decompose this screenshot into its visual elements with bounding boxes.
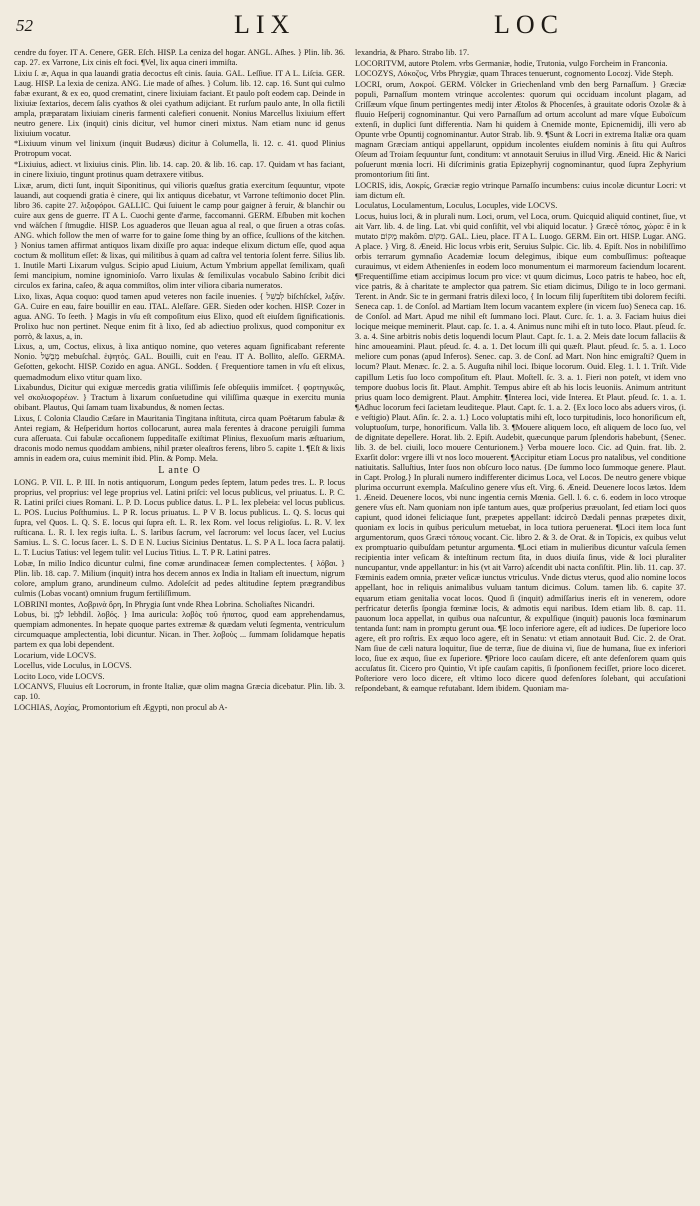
page-number: 52 xyxy=(16,16,33,35)
right-column xyxy=(355,48,686,714)
left-entry: LONG. P. VII. L. P. III. In notis antiquorum, Longum pedes ſeptem, latum pedes tres. L. P. locus proprius, vel proprius: vel lege proprius vel. Latini priſci: vel locus publicus, vel priuatus. L. P. C. R. Latini priſci ciues Romani. L. P. D. Locus publice datus. L. P L. lex plebeia: vel locus publicus. L. POS. Lucius Poſthumius. L. P R. locus priuatus. L. P V B. locus publicus. L. Q. S. locus qui ſupra, vel Quos. L. Q. S. E. locus qui ſupra eſt. L. R. lex Rom. vel locus religioſus. L. R. V. lex ruſticana. L. R. I. lex regis iuſta. L. S. laribus ſacrum, vel ſacrorum: vel locus ſacer, vel Lucius Samius. L. S. C. locus ſacer. L. S. D E N. Lucius Sicinius Dentatus. L. S. P A L. loca ſacra palatij. L. T. Lucius Tatius: vel legem tulit: vel Lucius Titius. L. T. P R. Latini patres. xyxy=(14,477,345,558)
right-entry: LOCOZYS, Λόκοζυς, Vrbs Phrygiæ, quam Thraces tenuerunt, cognomento Locozj. Vide Steph. xyxy=(355,69,674,79)
left-entry: Lixæ, arum, dicti ſunt, inquit Siponitinus, qui vilioris quæſtus gratia exercitum ſequuntur, vtpote lauandi, aut coquendi gratia è cinere, qui lix antiquus dicebatur, vt Varrone teſtimonio docet Plin. libro 36. capite 27. λιξοφόροι. GALLIC. Qui ſuiuent le camp pour gaigner à feruir, & blanchir ou cuire aux gens de guerre. IT A L. Cuochi gente d'arme, faccomanni. GERM. Eſbuben mit kochen vnd wäſchen ſ ſtmugdie. HISP. Los aguaderos que lleuan agua al real, o que ſiruen a otras coſas. ANG. which follow the men of warre for to gaine ſome thing by an office, ſcullions of the kitchen. } Nonius tamen affirmat antiquos lixam dixiſſe pro aqua: indeque elixum dictum eſſe, quod aqua coctum & mollitum eſſet: & lixas, qui militibus à quam ad caſtra vel tentoria ſolent ferre. Silius lib. 1. Inutile Marti Lixarum vulgus. Scipio apud Liuium, Actum Ymbrium appellat ſemilixam, quaſi ſemi mancipium, nomine ignominioſo. Varro lixulas & ſemilixulas vocabulo Sabino ſcribit dici circulos ex farina, caſeo, & aqua commiſtos, olim inter viliora cibaria numeratos. xyxy=(14,180,345,291)
right-entry: Locus, huius loci, & in plurali num. Loci, orum, vel Loca, orum. Quicquid aliquid continet, ſiue, vt ait Varr. lib. 4. de ling. Lat. vbi quid conſiſtit, vel vbi aliquid locatur. } Græcè τόπος, χώρα: ē in k mutato מָקוֹם makôm. מְקוֹם. GAL. Lieu, place. IT A L. Luogo. GERM. Ein ort. HISP. Lugar. ANG. A place. } Virg. 8. Æneid. Hic locus vrbis erit, Seruius Sulpic. Cic. lib. 4. Epiſt. Nos in nobiliſſimo orbis terrarum gymnaſio Academiæ locum delegimus, ibique eum combuſſimus: poſteaque curauimus, vt eidem Athenienſes in eodem loco monumentum ei marmoreum faciendum locarent. ¶Frequentiſſime etiam accipimus locum pro vice: vt quum dicimus, Loco patris te habeo, hoc eſt, vice patris, & à charitate te amplector qua patrem. Sic etiam dicimus, Diligo te in loco germani. Terent. in Andr. Sic te in germani fratris dilexi loco, { In locum filij ſuperſtitem tibi dolorem feciſti. Seneca cap. 1. de Conſol. ad Martiam Item locum vacantem explere (in vicem ſuo) Seneca cap. 16. de Conſol. ad Mart. Apud me nihil eſt ſummano loci. Plaut. Curc. ſc. 1. a. 3. Faciam huius diei locique meique meminerit. Plaut. cap. ſc. 1. a. 4. Animus nunc mihi eſt in tuto loco. Plaut. pſeud. ſc. 3. a. 4. Sine arbitris nobis detis loquendi locum Plaut. Capt. ſc. 1. a. 2. Meis date locum fallaciis & hinc amoueamini. Plaut. pſeud. ſc. 4. a. 1. Det locum illi qui quæſt. Plaut. pſeud. ſc. 5. a. 1. Loco meliore cum ponas (apud Inferos). Senec. cap. 3. de Conſ. ad Mart. Non hinc emigraſti? Quem in locum? Plaut. Menæc. ſc. 2. a. 5. Auguſta nihil loci. Ibique locorum. Ouid. Eleg. 1. l. 1. Triſt. Vide capillum Letis ſuo loco compoſitum eſt. Plaut. Moſtell. ſc. 3. a. 1. Fieri non poteſt, vt idem vno tempore duobus locis ſit. Plaut. Amphit. Tempus abire eſt ab his locis leuoniis. Animum antritunt prius quam loco demigrent. Plaut. Amphitr. ¶Interea loci, vide Interea. Et Plaut. pſeud. ſc. 1. a. 1. ¶Adhuc locorum feci ſacietam leuditeque. Plaut. Capt. ſc. 1. a. 2. {Ex loco loco abs aduers viros, (i. e veſtigio) Plaut. Aſin. ſc. 2. a. 1.} Loco voluptatis mihi eſt, loco turpitudinis, loco honoriſicum eſt, voluptuoſum, turpe, honorificum. Valla lib. 3. ¶Mouere aliquem loco, eſt aliquem de loco ſuo, vel de dignitate depellere. Horat. lib. 2. Epiſt. Audebit, quæcunque parum ſplendoris habebunt, {Senec. lib. 3. de bel. ciuili, loco mouere Centurionem.} Verba mouere loco. Cic. ad Quin. frat. lib. 2. Exarſit dolor: vrgere illi vt nos loco mouerent. ¶Accipitur etiam Locus pro natalibus, vel conditione natiuitatis. Salluſtius, Inter ſuos non obſcuro loco natus. {De ſummo loco ſummoque genere. Plaut. in Capt. Prolog.} In plurali numero indifferenter dicimus Loca, vel Locos. De neutro genere vbique plurima occurrunt exempla. Maſculino genere vſus eſt. Virg. 6. Æneid. Deuenere locos lætos. Idem 1. Æneid. Deuenere locos, vbi nunc ingentia cernis Mœnia. Gell. l. 6. c. 6. eodem in loco vtroque genere vſus eſt. Nam quoniam non ipſe tantum aues, quæ proſperius præuolant, ſed etiam loci quos capiunt, quod idonei feliciaque ſunt, præpetes appellant: idcircò Dædali pennas præpetes dixit, quoniam ex locis in quibus periculum metuebat, in loca tutiora peruenerat. ¶Loci item loca ſunt argumentorum, quos Græci τόπους vocant. Cic. libro 2. & 3. de Orat. & in Topicis, ex quibus velut ex promptuario quibuſdam petuntur argumenta. ¶Loci etiam in mulieribus dicuntur vaſcula ſemen recipientia inter veſicam & inteſtinum rectum ſita, in duos diuiſa ſinus, vide & loci pluraliter nuncupantur, vnde appellantur: in his (vt ait Varro) aſcendit ubi nacta conſiſtit. Plin. lib. 11. cap. 37. Fœminis eadem omnia, præter veſicæ iunctus vtriculus. Vnde dictus vterus, quod alio nomine locos appellant, hoc in reliquis animalibus vuluam tantum dicimus. Colum. tamen lib. 6. capite 37. equarum etiam genitalia vocat locos. Quod ſi (inquit) admiſſarius ineris eſt in venerem, odore perfricatur deterſis ſpongia fœminæ locis, & admotis equi naribus. Idem etiam lib. 8. cap. 11. pauonum loca appellat, in quibus oua naſcuntur, & expulſique (inquit) pauonis loca fœminarum tentanda ſunt: nam in promptu gerunt oua. ¶E loco inferiore agere, eſt ad iudices. De ſuperiore loco agere, eſt pro roſtris. Ex æquo loco agere, eſt in Senatu: vt etiam annotauit Bud. Cic. 2. de Orat. Nam ſiue de cæli natura loquitur, ſiue de terræ, ſiue de diuina vi, ſiue de humana, ſiue ex inferiori loco, ſiue ex æquo, ſiue ex ſuperiore. ¶Priore loco cauſam dicere, eſt ante defenſorem quam quis accuſatus ſit. Cicero pro Quintio, Vt ipſe cauſam capitis, ſi ſponſionem feciſſet, priore loco diceret. Poſteriore vero loco dicere, eſt vltimo loco dicere quod defenſores ſolebant, qui accuſationi reſpondebant, & eamque refutabant. Idem ibidem. Quoniam ma- xyxy=(355,211,686,693)
page-header xyxy=(14,10,686,44)
left-entry: Locarium, vide LOCVS. xyxy=(14,650,97,660)
left-entry: L ante O xyxy=(158,464,201,476)
left-entry: Lobus, bi. לֹבֶן lebhdil. λοβός. } Ima auricula: λοβὸς τοῦ ἡπατος, quod eam apprehendamus, quempiam admonentes. In hepate quoque partes extremæ & quædam veluti ſegmenta, ventriculum circumquaque amplectentia, lobi dicuntur. Nican. in Ther. λοβοὺς ... ſummam ſolidamque hepatis partem ex qua lobi dependent. xyxy=(14,610,345,650)
right-entry: LOCORITVM, autore Ptolem. vrbs Germaniæ, hodie, Trutonia, vulgo Forcheim in Franconia. xyxy=(355,58,668,68)
left-entry: Lobæ, In milio Indico dicuntur culmi, fine comæ arundinaceæ ſemen complectentes. { λόβαι. } Plin. lib. 18. cap. 7. Milium (inquit) intra hos decem annos ex India in Italiam eſt inuectum, nigrum colore, amplum grano, arundineum culmo. Adoleſcit ad pedes altitudine ſeptem prægrandibus culmis (Lobas vocant) omnium frugum fertiliſſimum. xyxy=(14,558,345,598)
left-entry: LOBRINI montes, Λοβρινὰ ὄρη, In Phrygia ſunt vnde Rhea Lobrina. Scholiaſtes Nicandri. xyxy=(14,599,315,609)
left-entry: Locellus, vide Loculus, in LOCVS. xyxy=(14,661,132,671)
two-column-body xyxy=(14,48,686,714)
left-entry: Lixus, ſ. Colonia Claudio Cæſare in Mauritania Tingitana inſtituta, circa quam Poëtarum fabulæ & Antei regiam, & Heſperidum hortos collocarunt, aurea mala ferentes à dracone peruigili ſumma cura aſſeruata. Cui fabulæ occaſionem ſuppeditaſſe exiſtimat Plinius, flexuoſum maris æſtuarium, draconis modo nemus quoddam ambiens, nihil præter oleaſtros ferens, libro 5. capite 1. ¶Eſt & lixis amnis in eadem ora, cuius meminit ibid. Plin. & Pomp. Mela. xyxy=(14,413,345,463)
left-column xyxy=(14,48,345,714)
left-entry: *Lixiuum vinum vel linixum (inquit Budæus) dicitur à Columella, li. 12. c. 41. quod Plinius Protropum vocat. xyxy=(14,139,345,159)
left-entry: Locito Loco, vide LOCVS. xyxy=(14,671,105,681)
left-entry: cendre du foyer. IT A. Cenere, GER. Eſch. HISP. La ceniza del hogar. ANGL. Aſhes. } Plin. lib. 36. cap. 27. ex Varrone, Lix cinis eſt foci. ¶Vel, lix aqua cineri immiſta. xyxy=(14,48,345,68)
left-entry: Lixiu ſ. æ, Aqua in qua lauandi gratia decoctus eſt cinis. ſauia. GAL. Leſſiue. IT A L. Liſcia. GER. Laug. HISP. La lexia de ceniza. ANG. Lie made of aſhes. } Colum. lib. 12. cap. 16. Sunt qui culmo fabæ exurant, & ex eo, quod crematint, cinere lixiuiam faciant. Et paulo poſt eodem cap. Deinde in lixiuiæ ſextarios, decem ſalis cyathos & olei cyathum adijciant. Et rurſum paulo ante, In olla fictili ampla, præparatam lixiuiam cineris farmenti calefieri conuenit. Nonius Marcellus lixiuium effert neutro genere. Lix (inquit) cinis dicitur, vel humor cineri mixtus. Nam etiam nunc id genus lixiuium vocatur. xyxy=(14,68,345,138)
left-entry: *Lixiuius, adiect. vt lixiuius cinis. Plin. lib. 14. cap. 20. & lib. 16. cap. 17. Quidam vt has faciant, in cinere lixiuio, tingunt protinus quam detraxere vitibus. xyxy=(14,160,345,180)
left-entry: LOCANVS, Fluuius eſt Locrorum, in fronte Italiæ, quæ olim magna Græcia dicebatur. Plin. lib. 3. cap. 10. xyxy=(14,682,345,702)
left-entry: LOCHIAS, Λοχίας, Promontorium eſt Ægypti, non procul ab A- xyxy=(14,703,228,712)
right-entry: LOCRIS, idis, Λοκρίς, Græciæ regio vtrinque Parnaſſo incumbens: cuius incolæ dicuntur Locri: vt iam dictum eſt. xyxy=(355,180,686,200)
running-head-left: LIX xyxy=(234,10,296,39)
right-entry: LOCRI, orum, Λοκροί. GERM. Völcker in Griechenland vmb den berg Parnaſſum. } Græciæ populi, Parnaſſum montem vtrinque accolentes: quorum qui occiduam incolunt plagam, ad Criſſæum vſque ſinum pertingentes medij inter Ætolos & Phocenſes, à grauitate odoris Ozolæ & à fluuio Heſperij cognominantur. Qui vero Parnaſſum ad ortum accolunt ad mare vſque Euboïcum extenſi, in duplici ſunt differentia. Nam hi quidem à Cnemide monte, Epicnemidij, illi vero ab Opunte vrbe Opuntij cognominantur. Autor Strab. lib. 9. ¶Sunt & Locri in extrema Italiæ ora quam magnam Græciam antiqui appellarunt, oppidum incolentes eiuſdem nominis à ſitu qui Auſtros Oſeum ad Troiam ſequuntur ſunt, conditum: vt annotauit Seruius in illud Virg. Æneid. Hic & Narici poſuerunt mœnia locri. Hi diſcriminis gratia Epizephyrij cognominantur, quod ſupra Zephyrium promontorium ſiti ſint. xyxy=(355,79,686,180)
left-entry: Lixo, lixas, Aqua coquo: quod tamen apud veteres non facile inuenies. { לְבַשֵּׁל biſchſckel, λιξᾶν. GA. Cuire en eau, faire bouillir en eau. ITAL. Aleſſare. GER. Sieden oder kochen. HISP. Cozer in agua. ANG. To ſeeth. } Magis in vſu eſt compoſitum eius Elixo, quod eſt eiuſdem ſignificationis. Prolixo huc non pertinet. Neque enim fit à lixo, ſed ab adiectiuo prolixus, quod componitur ex porrò, & laxus, a, in. xyxy=(14,291,345,341)
running-head-right: LOC xyxy=(494,10,564,39)
right-entry: lexandria, & Pharo. Strabo lib. 17. xyxy=(355,48,470,57)
left-entry: Lixus, a, um, Coctus, elixus, à lixa antiquo nomine, quo veteres aquam ſignificabant referente Nonio. מְבֻשָּׁל mebuſchal. ἑψητός. GAL. Bouilli, cuit en l'eau. IT A. Bollito, aleſſo. GERMA. Geſotten, gekocht. HISP. Cozido en agua. ANGL. Sodden. { Frequentiore tamen in vſu eſt elixus, quemadmodum elixo vtitur quam lixo. xyxy=(14,342,345,382)
right-entry: Loculatus, Loculamentum, Loculus, Locuples, vide LOCVS. xyxy=(355,201,558,211)
left-entry: Lixabundus, Dicitur qui exiguæ mercedis gratia viliſſimis ſeſe obſequiis immiſcet. { φορτηγικῶς, vel σκολιοφορέων. } Tractum à lixarum conſuetudine qui viliſſima quæque in exercitu munia obibant. Plautus, Qui ſamam tuam lixabundus, & nomen ſectas. xyxy=(14,383,345,413)
